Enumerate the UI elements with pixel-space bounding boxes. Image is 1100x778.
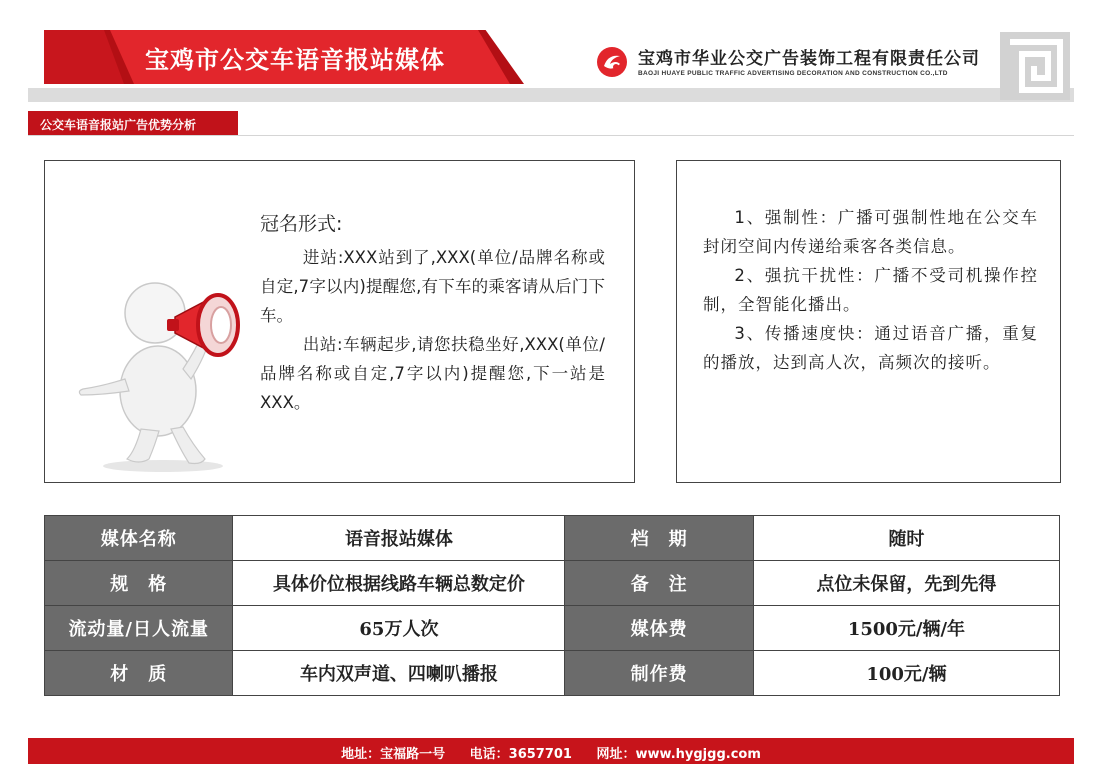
section-tag-label: 公交车语音报站广告优势分析 — [40, 118, 197, 132]
table-row — [45, 516, 1060, 561]
company-brand — [596, 40, 996, 84]
table-label: 制作费 — [565, 651, 753, 696]
advantages-list — [703, 203, 1038, 377]
table-value: 100元/辆 — [753, 651, 1059, 696]
footer-contact — [28, 743, 1074, 762]
table-value: 具体价位根据线路车辆总数定价 — [233, 561, 565, 606]
company-logo-icon — [596, 46, 628, 78]
table-value: 随时 — [753, 516, 1059, 561]
table-value: 车内双声道、四喇叭播报 — [233, 651, 565, 696]
page-title: 宝鸡市公交车语音报站媒体 — [145, 46, 445, 74]
table-row — [45, 606, 1060, 651]
table-value: 语音报站媒体 — [233, 516, 565, 561]
table-label: 媒体费 — [565, 606, 753, 651]
naming-body — [260, 243, 605, 417]
footer-phone: 电话：3657701 — [469, 747, 572, 762]
naming-inbound-text: 进站:XXX站到了,XXX(单位/品牌名称或自定,7字以内)提醒您,有下车的乘客请从后门下车。 — [260, 248, 605, 325]
table-label: 流动量/日人流量 — [45, 606, 233, 651]
naming-panel — [44, 160, 635, 483]
table-label: 档 期 — [565, 516, 753, 561]
table-value: 1500元/辆/年 — [753, 606, 1059, 651]
advantage-item: 3、传播速度快：通过语音广播，重复的播放，达到高人次，高频次的接听。 — [703, 324, 1038, 372]
advantage-item: 2、强抗干扰性：广播不受司机操作控制，全智能化播出。 — [703, 266, 1038, 314]
table-row — [45, 651, 1060, 696]
table-value: 65万人次 — [233, 606, 565, 651]
naming-outbound-text: 出站:车辆起步,请您扶稳坐好,XXX(单位/品牌名称或自定,7字以内)提醒您,下一站是XXX。 — [260, 335, 605, 412]
footer-website: 网址：www.hygjgg.com — [596, 747, 761, 762]
section-divider — [28, 135, 1074, 136]
meander-pattern-icon — [1000, 32, 1070, 100]
advantage-item: 1、强制性：广播可强制性地在公交车封闭空间内传递给乘客各类信息。 — [703, 208, 1038, 256]
table-label: 规 格 — [45, 561, 233, 606]
megaphone-figure-icon — [63, 261, 263, 476]
advantages-panel — [676, 160, 1061, 483]
table-row — [45, 561, 1060, 606]
table-label: 材 质 — [45, 651, 233, 696]
section-tag — [28, 111, 238, 135]
footer-bar — [28, 738, 1074, 764]
company-name-cn: 宝鸡市华业公交广告装饰工程有限责任公司 — [638, 49, 980, 69]
footer-address: 地址：宝福路一号 — [341, 747, 446, 762]
table-label: 备 注 — [565, 561, 753, 606]
company-name-en: BAOJI HUAYE PUBLIC TRAFFIC ADVERTISING DECORATION AND CONSTRUCTION CO.,LTD — [638, 70, 948, 77]
table-label: 媒体名称 — [45, 516, 233, 561]
table-value: 点位未保留，先到先得 — [753, 561, 1059, 606]
naming-title: 冠名形式: — [260, 213, 343, 235]
media-info-table — [44, 515, 1060, 696]
